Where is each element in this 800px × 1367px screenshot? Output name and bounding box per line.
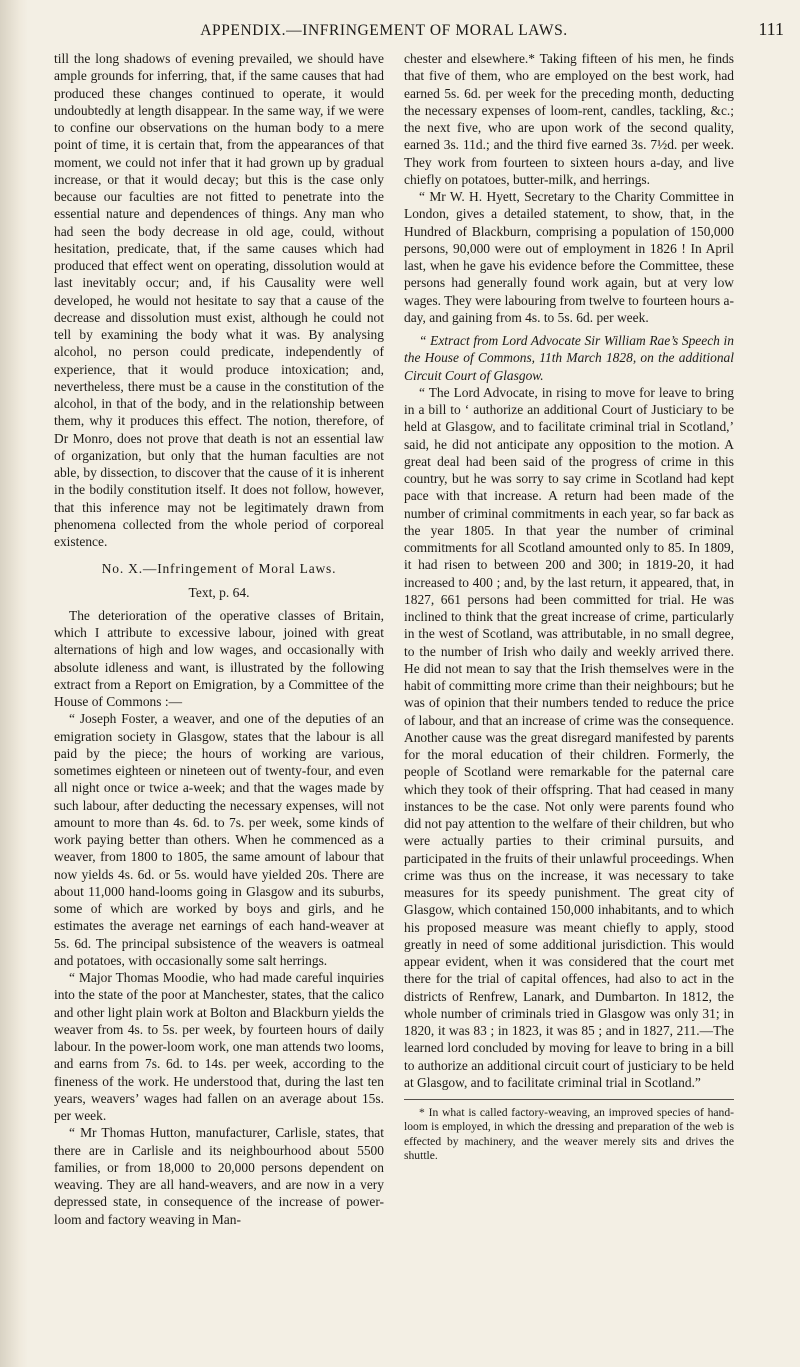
page-header [54,14,784,46]
paragraph-continuation: till the long shadows of evening prevailed, we should have ample grounds for inferring, that, if the same causes that had produced these changes continued to operate, it would undoubtedly at length disappear. In the same way, if we were to confine our observations on the human body to a mere point of time, it is certain that, from the appearances of that moment, we could not infer that it had grown up by gradual increase, or that it would decay; but this is the case only because our faculties are not fitted to penetrate into the essential nature and dependences of things. Any man who had seen the body decrease in old age, could, without hesitation, predicate, that, if the same causes which had produced that effect went on operating, dissolution would at last inevitably occur; and, if his Causality were well developed, he would not hesitate to say that a cause of the decrease and dissolution must exist, although he could not tell by examining the body what it was. By analysing alcohol, no person could predicate, independently of experience, that it would produce intoxication; and, nevertheless, there must be a cause in the constitution of the alcohol, in that of the body, and in the relationship between them, why it produces this effect. The notion, therefore, of Dr Monro, does not prove that death is not an essential law of organization, but only that the human faculties are not able, by dissection, to discover that the cause of it is inherent in the bodily constitution itself. It does not follow, however, that this inference may not be legitimately drawn from phenomena collected from the whole period of corporeal existence. [54,51,384,549]
running-head: APPENDIX.—INFRINGEMENT OF MORAL LAWS. [200,22,568,39]
quoted-paragraph: “ Joseph Foster, a weaver, and one of the deputies of an emigration society in Glasgow, states that the labour is all paid by the piece; the hours of working are various, sometimes eighteen or nineteen out of twenty-four, and even all night once or twice a-week; and that the wages made by such labour, after deducting the necessary expenses, will not amount to more than 4s. 6d. to 7s. per week, some kinds of work paying better than others. When he commenced as a weaver, from 1800 to 1805, the same amount of labour that now yields 4s. 6d. or 5s. would have yielded 20s. There are about 11,000 hand-looms going in Glasgow and its suburbs, some of which are worked by boys and girls, and he estimates the average net earnings of each hand-weaver at 5s. 6d. The principal subsistence of the weavers is oatmeal and potatoes, with occasionally some salt herrings. [54,711,384,968]
quoted-paragraph: “ Major Thomas Moodie, who had made careful inquiries into the state of the poor at Manchester, states, that the calico and other light plain work at Bolton and Blackburn yields the weaver from 4s. to 5s. per week, by fourteen hours of daily labour. In the power-loom work, one man attends two looms, and earns from 7s. 6d. to 14s. per week, according to the fineness of the work. He understood that, during the last ten years, weavers’ wages had fallen on an average about 15s. per week. [54,970,384,1123]
section-text-reference: Text, p. 64. [188,584,250,600]
quoted-paragraph: “ Mr Thomas Hutton, manufacturer, Carlisle, states, that there are in Carlisle and its neighbourhood about 5500 families, or from 18,000 to 20,000 persons dependent on weaving. They are all hand-weavers, and are now in a very depressed state, in consequence of the increase of power-loom and factory weaving in Man- [54,1125,384,1227]
page-number: 111 [758,19,784,39]
paragraph: The deterioration of the operative classes of Britain, which I attribute to excessive labour, joined with great alternations of high and low wages, and occasionally with absolute idleness and want, is illustrated by the following extract from a Report on Emigration, by a Committee of the House of Commons :— [54,607,384,709]
footnote-text: * In what is called factory-weaving, an improved species of hand-loom is employed, in which the dressing and preparation of the web is effected by machinery, and the weaver merely sits and drives the shuttle. [404,1106,734,1163]
quoted-paragraph: “ Mr W. H. Hyett, Secretary to the Charity Committee in London, gives a detailed statement, to show, that, in the Hundred of Blackburn, comprising a population of 150,000 persons, 90,000 were out of employment in 1826 ! In April last, when he gave his evidence before the Committee, these persons had generally found work again, but at very low wages. They were labouring from twelve to fourteen hours a-day, and gaining from 4s. to 5s. 6d. per week. [404,189,734,325]
section-heading: No. X.—Infringement of Moral Laws. [101,561,337,577]
footnote [404,1099,734,1164]
paragraph-continuation: chester and elsewhere.* Taking fifteen of his men, he finds that five of them, who are employed on the best work, had earned 5s. 6d. per week for the preceding month, deducting the necessary expenses of loom-rent, candles, tackling, &c.; the next five, who are upon work of the second quality, earned 3s. 11d.; and the third five earned 3s. 7½d. per week. They work from fourteen to sixteen hours a-day, and live chiefly on potatoes, butter-milk, and herrings. [404,51,734,187]
extract-title: “ Extract from Lord Advocate Sir William Rae’s Speech in the House of Commons, 11th March 1828, on the additional Circuit Court of Glasgow. [404,333,734,383]
left-column [54,50,384,1228]
scan-binding-shadow [0,0,28,1367]
right-column [404,50,734,1164]
quoted-paragraph: “ The Lord Advocate, in rising to move for leave to bring in a bill to ‘ authorize an additional Court of Justiciary to be held at Glasgow, and to facilitate criminal trial in Scotland,’ said, he did not anticipate any opposition to the motion. A great deal had been said of the progress of crime in this country, but he was sorry to say crime in Scotland had kept pace with that increase. A return had been made of the number of criminal commitments in each year, so far back as the year 1805. In that year the number of criminal commitments for all Scotland amounted only to 85. In 1809, it had risen to between 200 and 300; in 1819-20, it had increased to 400 ; and, by the last return, it appeared, that, in 1827, 661 persons had been committed for trial. He was inclined to think that the great increase of crime, particularly in the west of Scotland, was attributable, in no small degree, to the number of Irish who daily and weekly arrived there. He did not mean to say that the Irish themselves were in the habit of committing more crime than their neighbours; but he was of opinion that their numbers tended to reduce the price of labour, and that an increase of crime was the consequence. Another cause was the great disregard manifested by parents for the moral education of their children. Formerly, the people of Scotland were remarkable for the paternal care which they took of their offspring. That had ceased in many instances to be the case. Not only were parents found who did not pay attention to the welfare of their children, but who were actually parties to their criminal pursuits, and participated in the fruits of their unlawful proceedings. When crime was thus on the increase, it was necessary to take measures for its speedy punishment. The great city of Glasgow, which contained 150,000 inhabitants, and to which his proposed measure was meant chiefly to apply, stood greatly in need of some additional jurisdiction. This would appear evident, when it was considered that the court met there for the trial of capital offences, had also to act in the districts of Renfrew, Lanark, and Dumbarton. In 1812, the whole number of criminals tried in Glasgow was only 31; in 1820, it was 83 ; in 1823, it was 85 ; and in 1827, 211.—The learned lord concluded by moving for leave to bring in a bill to authorize an additional circuit court of justiciary to be held at Glasgow, and to facilitate criminal trial in Scotland.” [404,384,734,1090]
